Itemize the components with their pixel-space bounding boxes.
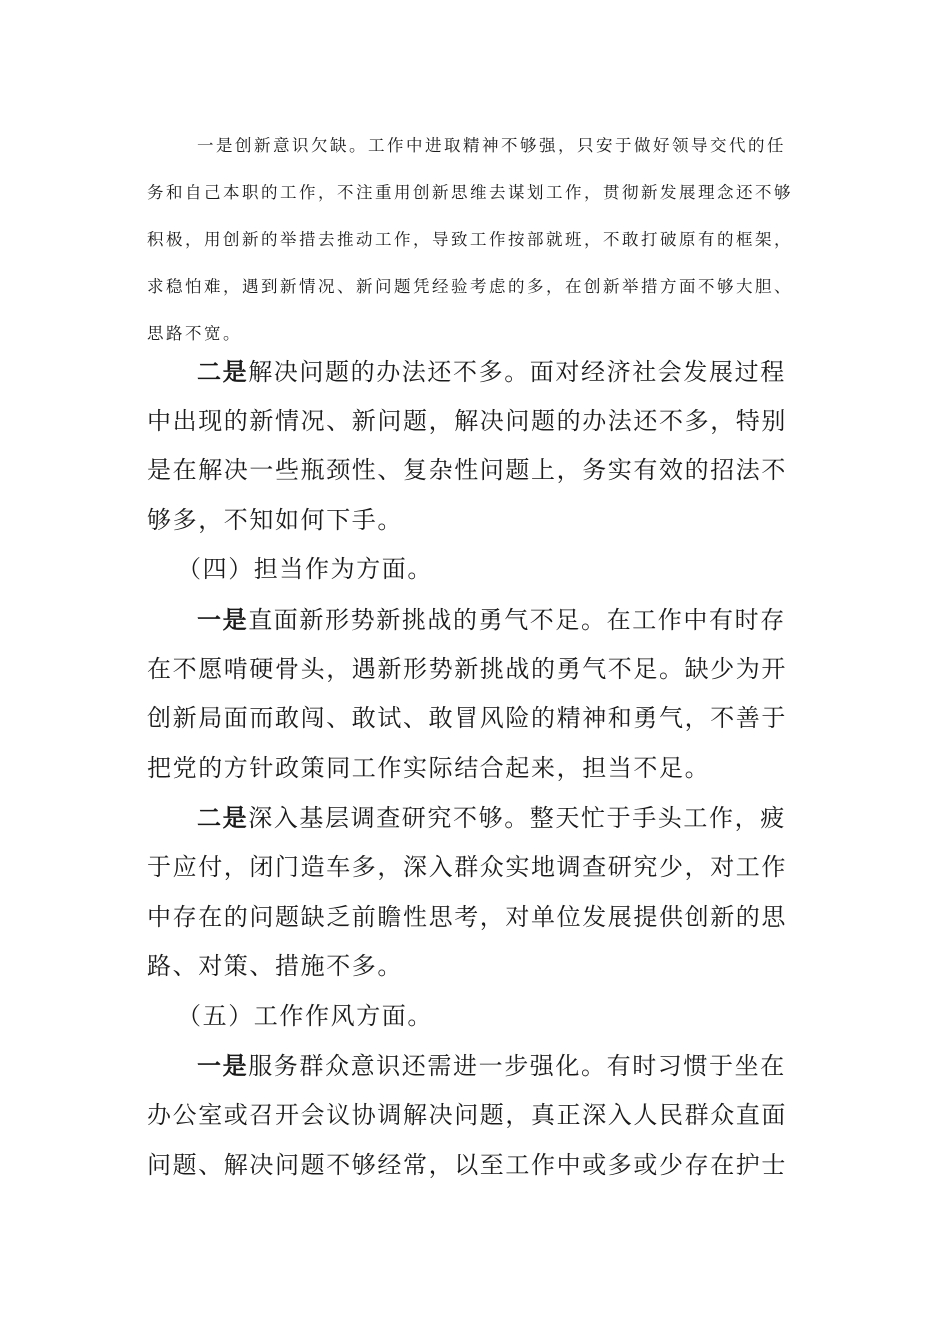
text-line: 思路不宽。 (147, 324, 242, 343)
text-line: 创新局面而敢闯、敢试、敢冒风险的精神和勇气，不善于 (147, 704, 787, 733)
text-line: 于应付，闭门造车多，深入群众实地调查研究少，对工作 (147, 852, 787, 881)
section-heading: （五）工作作风方面。 (177, 1001, 433, 1030)
text: 解决问题的办法还不多。面对经济社会发展过程 (248, 358, 786, 386)
text-line: 路、对策、措施不多。 (147, 952, 403, 981)
text: 服务群众意识还需进一步强化。有时习惯于坐在 (248, 1052, 786, 1081)
text-line: 务和自己本职的工作，不注重用创新思维去谋划工作，贯彻新发展理念还不够 (147, 183, 793, 202)
text: 创新意识欠缺。工作中进取精神不够强，只安于做好领导交代的任 (235, 136, 786, 155)
text-line: 够多，不知如何下手。 (147, 505, 403, 534)
text-line: 在不愿啃硬骨头，遇新形势新挑战的勇气不足。缺少为开 (147, 654, 787, 683)
paragraph-lead: 二是 (197, 803, 249, 833)
text-line: 问题、解决问题不够经常，以至工作中或多或少存在护士 (147, 1150, 787, 1179)
text: 直面新形势新挑战的勇气不足。在工作中有时存 (248, 605, 786, 634)
text-line: 中出现的新情况、新问题，解决问题的办法还不多，特别 (147, 406, 787, 435)
text-line: 把党的方针政策同工作实际结合起来，担当不足。 (147, 753, 711, 782)
paragraph-lead: 二是 (197, 357, 249, 386)
text-line (147, 595, 807, 645)
text-line (147, 347, 807, 397)
text-line (147, 1041, 807, 1091)
paragraph-lead: 一是 (197, 136, 235, 155)
paragraph-innovation (147, 122, 827, 357)
section-heading: （四）担当作为方面。 (177, 555, 433, 584)
text: 深入基层调查研究不够。整天忙于手头工作，疲 (248, 804, 786, 833)
text-line (147, 122, 827, 169)
text-line: 求稳怕难，遇到新情况、新问题凭经验考虑的多，在创新举措方面不够大胆、 (147, 277, 793, 296)
text-line: 办公室或召开会议协调解决问题，真正深入人民群众直面 (147, 1100, 787, 1129)
text-line: 是在解决一些瓶颈性、复杂性问题上，务实有效的招法不 (147, 456, 787, 485)
text-line: 中存在的问题缺乏前瞻性思考，对单位发展提供创新的思 (147, 902, 787, 931)
paragraph-lead: 一是 (197, 604, 249, 634)
text-line (147, 793, 807, 843)
document-body (147, 347, 807, 1190)
paragraph-lead: 一是 (197, 1051, 249, 1081)
text-line: 积极，用创新的举措去推动工作，导致工作按部就班，不敢打破原有的框架， (147, 230, 793, 249)
